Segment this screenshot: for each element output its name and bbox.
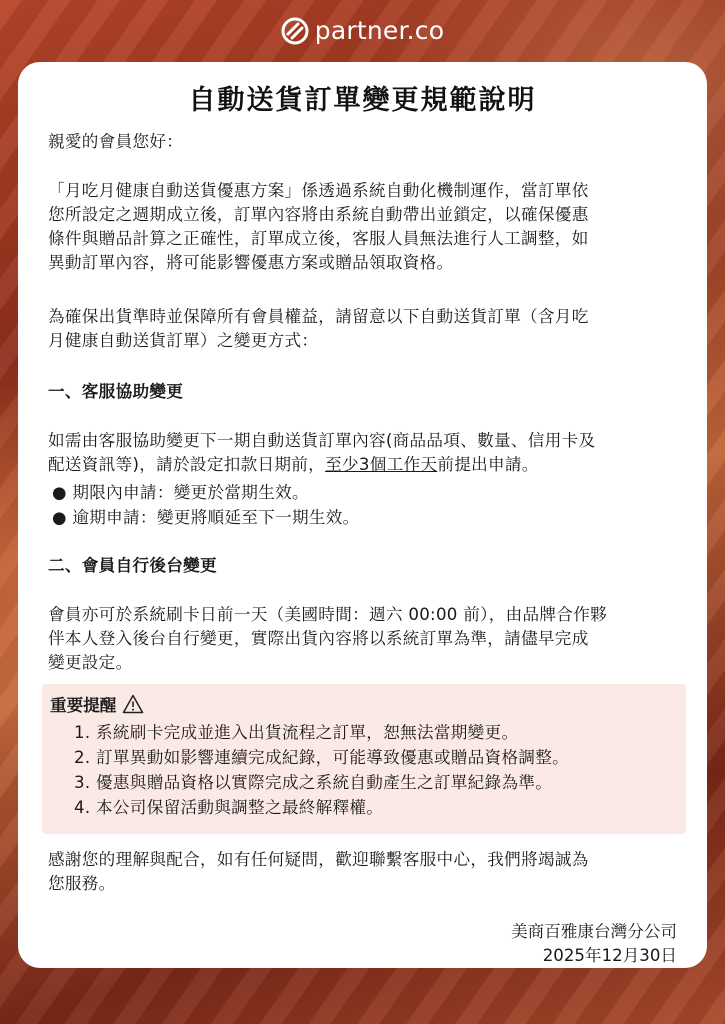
notice-title bbox=[50, 692, 144, 716]
notice-item: 3. 優惠與贈品資格以實際完成之系統自動產生之訂單紀錄為準。 bbox=[74, 773, 553, 792]
section2-heading: 二、會員自行後台變更 bbox=[48, 556, 217, 575]
text-line: 您服務。 bbox=[48, 874, 116, 893]
text-line: 月健康自動送貨訂單）之變更方式： bbox=[48, 331, 319, 350]
text-line: 感謝您的理解與配合，如有任何疑問，歡迎聯繫客服中心，我們將竭誠為 bbox=[48, 850, 589, 869]
text-segment: 配送資訊等)，請於設定扣款日期前， bbox=[48, 455, 326, 474]
signature-date: 2025年12月30日 bbox=[542, 946, 677, 965]
brand-logo bbox=[0, 16, 725, 45]
document-card bbox=[18, 62, 707, 968]
text-line: 伴本人登入後台自行變更，實際出貨內容將以系統訂單為準，請儘早完成 bbox=[48, 629, 589, 648]
text-line: 條件與贈品計算之正確性，訂單成立後，客服人員無法進行人工調整，如 bbox=[48, 229, 589, 248]
greeting: 親愛的會員您好： bbox=[48, 132, 184, 151]
important-notice-box bbox=[42, 684, 686, 834]
purpose-paragraph bbox=[48, 305, 688, 353]
text-line bbox=[48, 453, 688, 477]
notice-item: 2. 訂單異動如影響連續完成紀錄，可能導致優惠或贈品資格調整。 bbox=[74, 748, 570, 767]
bullet-text: 逾期申請：變更將順延至下一期生效。 bbox=[72, 508, 360, 527]
notice-title-text: 重要提醒 bbox=[50, 696, 117, 715]
signature-company: 美商百雅康台灣分公司 bbox=[511, 922, 677, 941]
bullet-text: 期限內申請：變更於當期生效。 bbox=[72, 483, 309, 502]
bullet-item: ● 期限內申請：變更於當期生效。 bbox=[52, 483, 309, 502]
page-title: 自動送貨訂單變更規範說明 bbox=[188, 85, 537, 116]
warning-icon bbox=[122, 694, 144, 714]
notice-item: 1. 系統刷卡完成並進入出貨流程之訂單，恕無法當期變更。 bbox=[74, 723, 519, 742]
text-line: 異動訂單內容，將可能影響優惠方案或贈品領取資格。 bbox=[48, 253, 454, 272]
text-line: 變更設定。 bbox=[48, 653, 133, 672]
bullet-item: ● 逾期申請：變更將順延至下一期生效。 bbox=[52, 508, 360, 527]
deadline-emphasis: 至少3個工作天 bbox=[325, 455, 438, 474]
text-line: 您所設定之週期成立後，訂單內容將由系統自動帶出並鎖定，以確保優惠 bbox=[48, 205, 589, 224]
section1-heading: 一、客服協助變更 bbox=[48, 382, 184, 401]
closing-paragraph bbox=[48, 848, 688, 896]
notice-item: 4. 本公司保留活動與調整之最終解釋權。 bbox=[74, 798, 384, 817]
text-line: 會員亦可於系統刷卡日前一天（美國時間：週六 00:00 前），由品牌合作夥 bbox=[48, 605, 607, 624]
text-line: 「月吃月健康自動送貨優惠方案」係透過系統自動化機制運作，當訂單依 bbox=[48, 181, 589, 200]
section2-paragraph bbox=[48, 603, 688, 675]
section1-paragraph bbox=[48, 429, 688, 477]
brand-name: partner.co bbox=[314, 16, 445, 45]
intro-paragraph bbox=[48, 179, 688, 275]
text-segment: 前提出申請。 bbox=[437, 455, 539, 474]
text-line: 為確保出貨準時並保障所有會員權益，請留意以下自動送貨訂單（含月吃 bbox=[48, 307, 589, 326]
text-line: 如需由客服協助變更下一期自動送貨訂單內容(商品品項、數量、信用卡及 bbox=[48, 431, 596, 450]
partner-logo-icon bbox=[281, 17, 309, 45]
